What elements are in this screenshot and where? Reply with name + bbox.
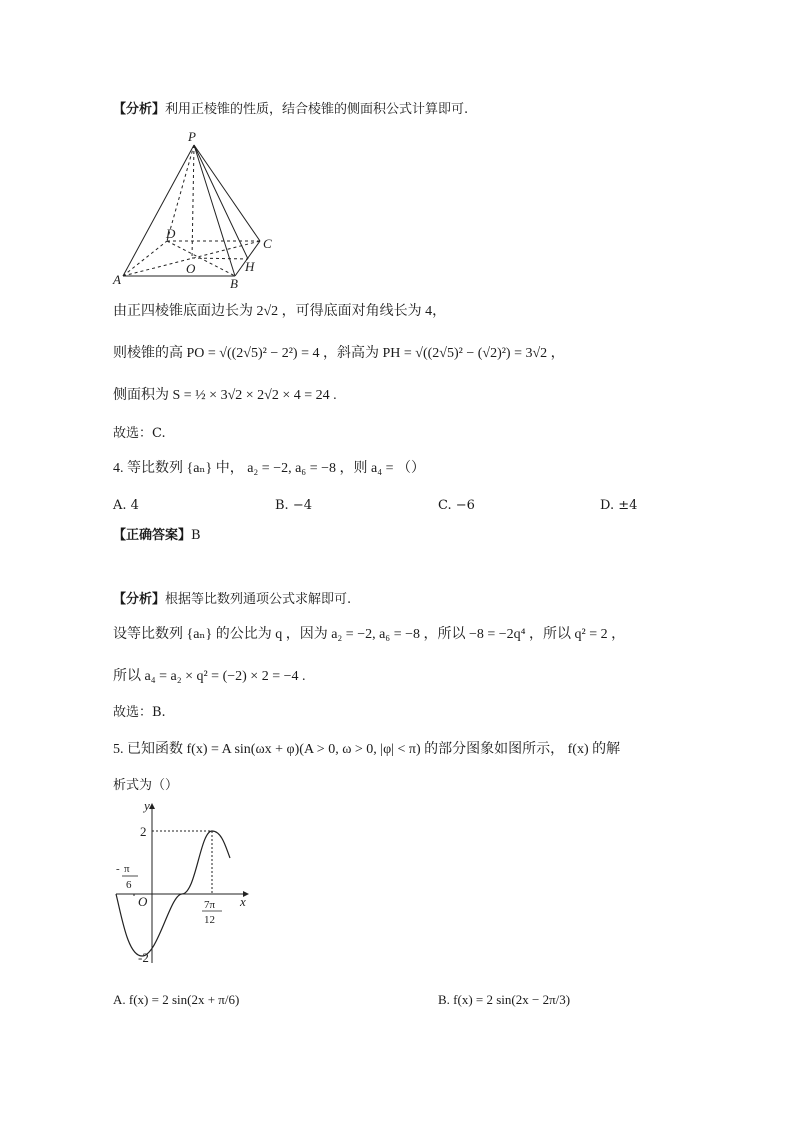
q4-step1: 设等比数列 {aₙ} 的公比为 q ，因为 a₂ = −2, a₆ = −8 ，所以 −8 = −2q⁴ ，所以 q² = 2 ， bbox=[113, 627, 626, 642]
answer-tag: 【正确答案】 bbox=[113, 528, 192, 543]
analysis-tag: 【分析】 bbox=[113, 592, 166, 607]
label-D: D bbox=[166, 226, 176, 241]
q5-question-line2: 析式为（） bbox=[113, 778, 179, 793]
label-C: C bbox=[263, 236, 272, 251]
q4-question: 4. 等比数列 {aₙ} 中， a₂ = −2, a₆ = −8 ，则 a₄ = （） bbox=[113, 461, 425, 476]
y-axis-label: y bbox=[144, 798, 150, 813]
label-P: P bbox=[188, 129, 196, 144]
q4-answer bbox=[113, 529, 201, 542]
neg-tick-num: π bbox=[124, 863, 130, 875]
answer-value: B bbox=[191, 528, 201, 543]
label-O: O bbox=[186, 261, 196, 276]
q3-step1: 由正四棱锥底面边长为 2√2 ，可得底面对角线长为 4， bbox=[113, 304, 447, 319]
pos-tick-den: 12 bbox=[204, 914, 215, 926]
q5-option-a: A. f(x) = 2 sin(2x + π/6) bbox=[113, 992, 240, 1007]
q5-question-line1: 5. 已知函数 f(x) = A sin(ωx + φ)(A > 0, ω > 0, |φ| < π) 的部分图象如图所示， f(x) 的解 bbox=[113, 742, 621, 757]
q3-choice: 故选：C. bbox=[113, 426, 166, 441]
q3-step2: 则棱锥的高 PO = √((2√5)² − 2²) = 4 ，斜高为 PH = √((2√5)² − (√2)²) = 3√2 ， bbox=[113, 346, 565, 361]
x-axis-label: x bbox=[240, 894, 246, 909]
y-min-label: -2 bbox=[138, 950, 149, 965]
analysis-text: 利用正棱锥的性质，结合棱锥的侧面积公式计算即可. bbox=[165, 102, 469, 117]
q4-step2: 所以 a₄ = a₂ × q² = (−2) × 2 = −4 . bbox=[113, 669, 306, 684]
q5-option-b: B. f(x) = 2 sin(2x − 2π/3) bbox=[438, 992, 571, 1007]
q4-option-b: B. −4 bbox=[275, 498, 312, 513]
analysis-tag: 【分析】 bbox=[113, 102, 166, 117]
q4-choice: 故选：B. bbox=[113, 705, 166, 720]
y-max-label: 2 bbox=[140, 824, 147, 839]
edge-AD bbox=[123, 241, 167, 276]
label-B: B bbox=[230, 276, 238, 288]
neg-tick-sign: - bbox=[116, 863, 120, 875]
q4-analysis bbox=[113, 593, 351, 606]
neg-tick-den: 6 bbox=[126, 879, 132, 891]
q3-analysis bbox=[113, 103, 468, 116]
pyramid-figure bbox=[110, 128, 290, 288]
sine-graph bbox=[108, 798, 258, 968]
edge-PH bbox=[194, 145, 248, 259]
q4-option-d: D. ±4 bbox=[600, 498, 638, 513]
q4-option-a: A. 4 bbox=[113, 498, 139, 513]
edge-PC bbox=[194, 145, 260, 241]
analysis-text: 根据等比数列通项公式求解即可. bbox=[165, 592, 352, 607]
edge-PA bbox=[123, 145, 194, 276]
pos-tick-num: 7π bbox=[204, 899, 216, 911]
q3-step3: 侧面积为 S = ½ × 3√2 × 2√2 × 4 = 24 . bbox=[113, 388, 337, 403]
label-A: A bbox=[113, 272, 121, 287]
origin-label: O bbox=[138, 894, 148, 909]
q4-option-c: C. −6 bbox=[438, 498, 475, 513]
seg-OH bbox=[192, 258, 248, 259]
label-H: H bbox=[245, 259, 255, 274]
